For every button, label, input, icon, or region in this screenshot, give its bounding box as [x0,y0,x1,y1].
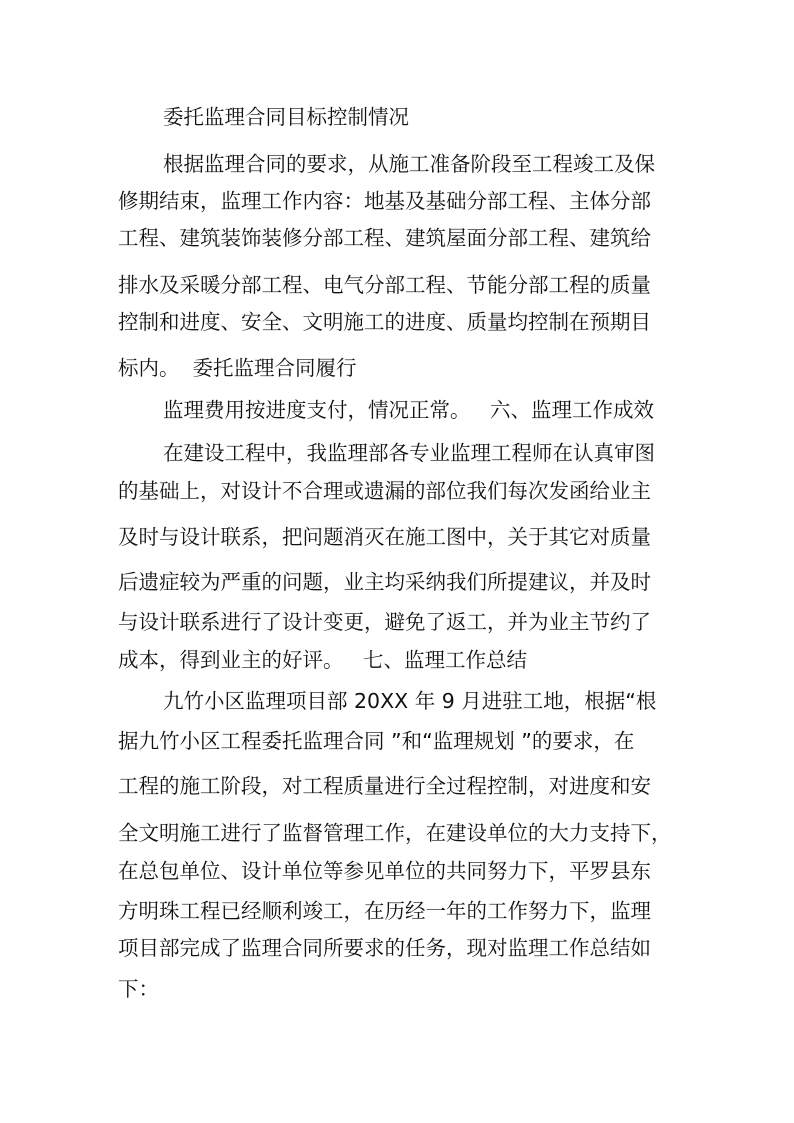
text-line: 成本，得到业主的好评。 七、监理工作总结 [118,648,528,672]
text-line: 的基础上，对设计不合理或遗漏的部位我们每次发函给业主 [118,479,651,503]
text-line: 与设计联系进行了设计变更，避免了返工，并为业主节约了 [118,610,651,634]
section-heading: 委托监理合同目标控制情况 [163,105,409,129]
text-line: 据九竹小区工程委托监理合同 ”和“监理规划 ”的要求，在 [118,729,635,753]
text-line: 工程的施工阶段，对工程质量进行全过程控制，对进度和安 [118,774,651,798]
text-line: 及时与设计联系，把问题消灭在施工图中，关于其它对质量 [118,525,651,549]
text-line: 九竹小区监理项目部 20XX 年 9 月进驻工地，根据“根 [163,689,657,713]
text-line: 在总包单位、设计单位等参见单位的共同努力下，平罗县东 [118,859,651,883]
text-line: 根据监理合同的要求，从施工准备阶段至工程竣工及保 [163,152,655,176]
text-line: 下： [118,977,159,1001]
text-line: 排水及采暖分部工程、电气分部工程、节能分部工程的质量 [118,273,651,297]
text-line: 控制和进度、安全、文明施工的进度、质量均控制在预期目 [118,310,651,334]
text-line: 工程、建筑装饰装修分部工程、建筑屋面分部工程、建筑给 [118,226,651,250]
text-line: 方明珠工程已经顺利竣工，在历经一年的工作努力下，监理 [118,899,651,923]
text-line: 标内。 委托监理合同履行 [118,356,357,380]
text-line: 全文明施工进行了监督管理工作，在建设单位的大力支持下， [118,821,672,845]
text-line: 监理费用按进度支付，情况正常。 六、监理工作成效 [163,398,655,422]
text-line: 在建设工程中，我监理部各专业监理工程师在认真审图 [163,441,655,465]
text-line: 项目部完成了监理合同所要求的任务，现对监理工作总结如 [118,936,651,960]
text-line: 修期结束，监理工作内容：地基及基础分部工程、主体分部 [118,189,651,213]
text-line: 后遗症较为严重的问题，业主均采纳我们所提建议，并及时 [118,570,651,594]
